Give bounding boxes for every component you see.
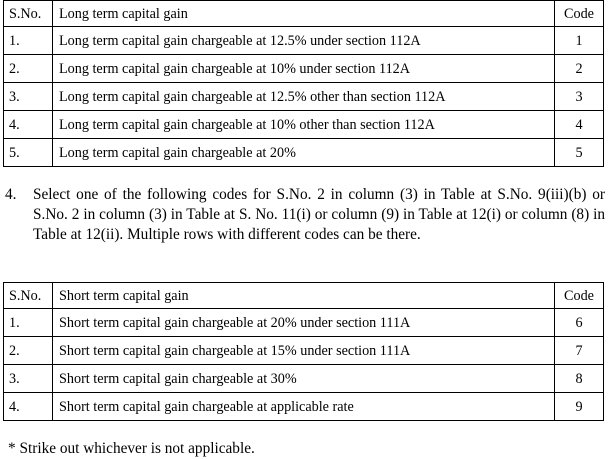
code-cell: 9 [555,393,604,421]
table-row [4,393,604,421]
note-text: Select one of the following codes for S.No. 2 in column (3) in Table at S.No. 9(iii)(b) or S.No. 2 in column (3) in Table at S. No. 11(i) or column (9) in Table at 12(i) or column (8) in Table at 12(ii). Multiple rows with different codes can be there. [33,186,605,243]
code-cell: 2 [555,55,604,83]
table-row [4,83,604,111]
table-header-row [4,283,604,309]
sno-cell: 2. [4,55,53,83]
sno-cell: 3. [4,83,53,111]
table-row [4,309,604,337]
sno-header: S.No. [4,283,53,309]
table-row [4,55,604,83]
instruction-note [3,185,605,245]
sno-cell: 3. [4,365,53,393]
code-header: Code [555,1,604,27]
code-cell: 4 [555,111,604,139]
table-row [4,27,604,55]
description-cell: Short term capital gain chargeable at 30% [53,365,555,393]
code-cell: 6 [555,309,604,337]
description-cell: Short term capital gain chargeable at 20% under section 111A [53,309,555,337]
code-cell: 3 [555,83,604,111]
sno-cell: 1. [4,27,53,55]
sno-cell: 1. [4,309,53,337]
table-row [4,111,604,139]
long-term-capital-gain-table [3,0,604,167]
description-cell: Short term capital gain chargeable at applicable rate [53,393,555,421]
code-cell: 5 [555,139,604,167]
table-row [4,139,604,167]
table-row [4,337,604,365]
description-cell: Long term capital gain chargeable at 10% under section 112A [53,55,555,83]
description-cell: Long term capital gain chargeable at 20% [53,139,555,167]
code-cell: 8 [555,365,604,393]
sno-cell: 4. [4,393,53,421]
sno-header: S.No. [4,1,53,27]
short-term-capital-gain-table [3,282,604,421]
sno-cell: 2. [4,337,53,365]
table-row [4,365,604,393]
description-cell: Long term capital gain chargeable at 12.5% under section 112A [53,27,555,55]
description-cell: Long term capital gain chargeable at 12.5% other than section 112A [53,83,555,111]
description-cell: Long term capital gain chargeable at 10% other than section 112A [53,111,555,139]
code-header: Code [555,283,604,309]
note-number: 4. [5,186,17,203]
code-cell: 1 [555,27,604,55]
code-cell: 7 [555,337,604,365]
description-cell: Short term capital gain chargeable at 15% under section 111A [53,337,555,365]
sno-cell: 4. [4,111,53,139]
table-header-row [4,1,604,27]
footnote: * Strike out whichever is not applicable. [8,440,255,457]
description-header: Long term capital gain [53,1,555,27]
sno-cell: 5. [4,139,53,167]
description-header: Short term capital gain [53,283,555,309]
